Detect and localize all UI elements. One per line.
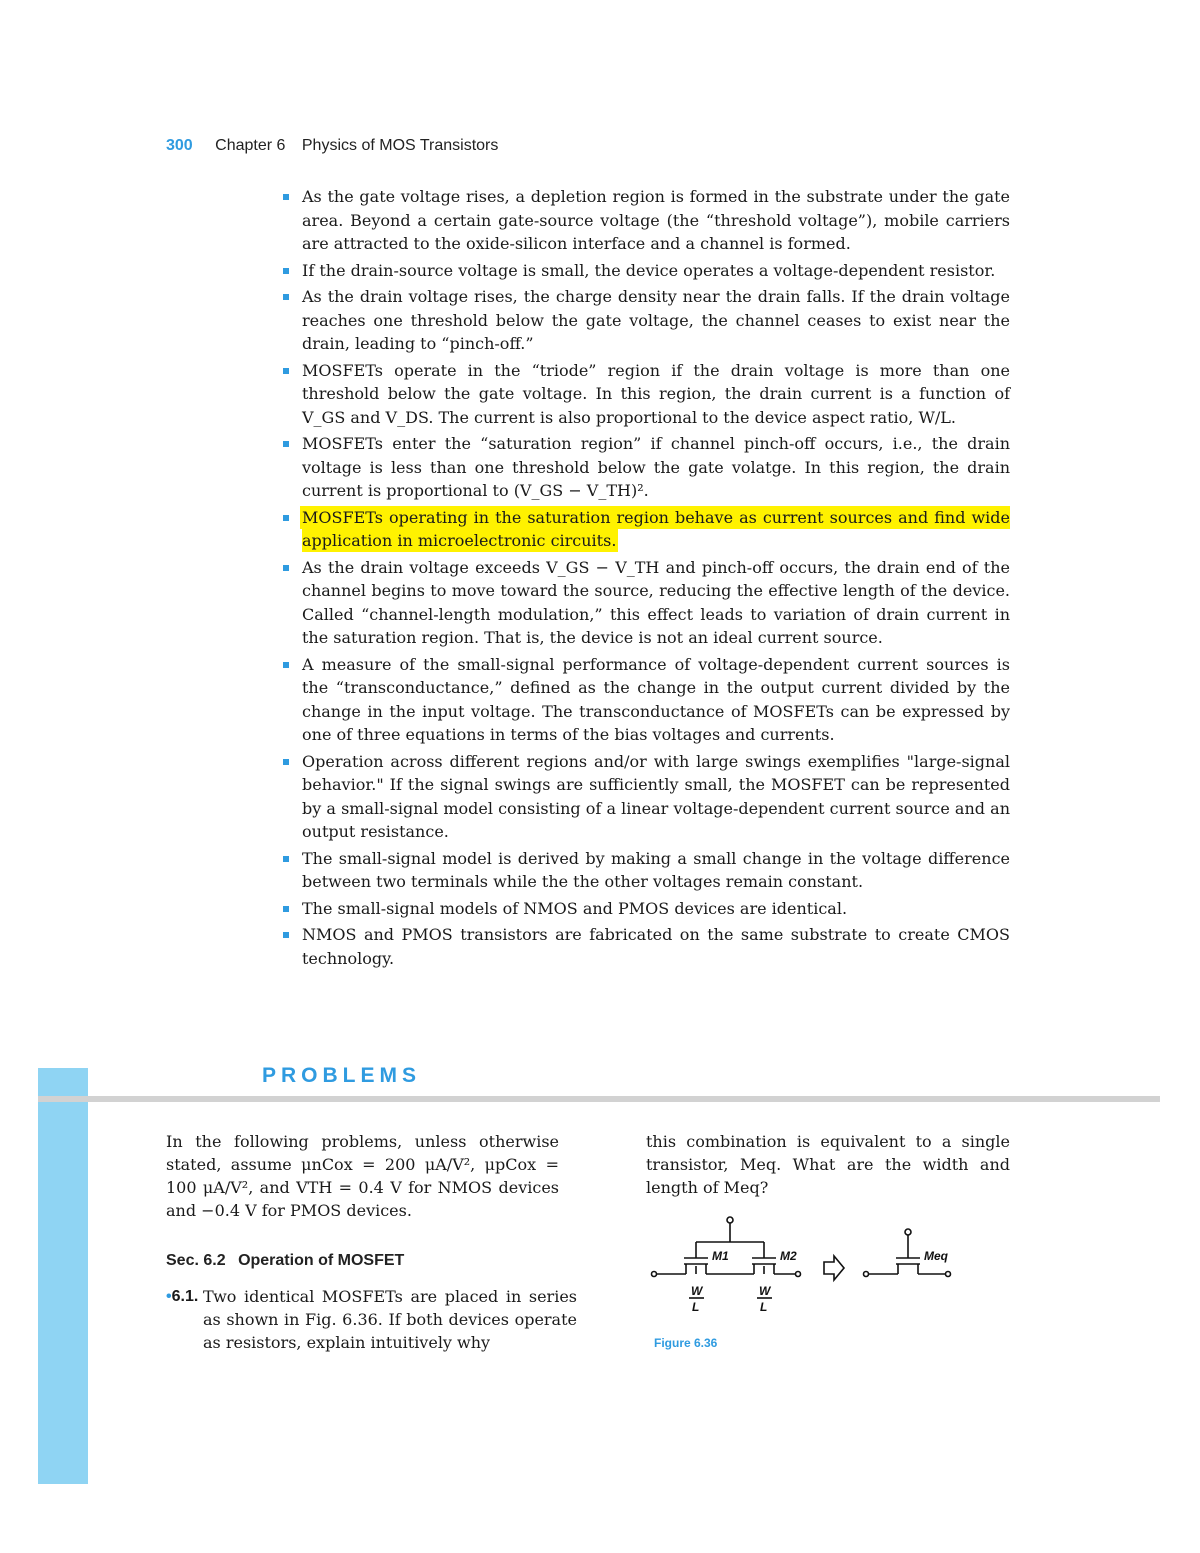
m2-label: M2 xyxy=(780,1249,797,1263)
bullet-text: MOSFETs operate in the “triode” region if the drain voltage is more than one threshold below the gate voltage. In this region, the drain current is a function of V_GS and V_DS. The current is also proportional to the device aspect ratio, W/L. xyxy=(302,360,1010,427)
m1-w-label: W xyxy=(691,1284,703,1298)
m2-w-label: W xyxy=(759,1284,771,1298)
section-number: Sec. 6.2 xyxy=(166,1252,226,1269)
bullet-text: The small-signal model is derived by making a small change in the voltage difference between two terminals while the the other voltages remain constant. xyxy=(302,848,1010,891)
problem-6-1 xyxy=(166,1284,577,1354)
chapter-label: Chapter 6 xyxy=(215,137,286,154)
problem-number: •6.1. xyxy=(166,1288,199,1305)
problems-intro: In the following problems, unless otherwise stated, assume μnCox = 200 μA/V², μpCox = 100 μA/V², and VTH = 0.4 V for NMOS devices and −0.4 V for PMOS devices. xyxy=(166,1132,559,1220)
bullet-text: NMOS and PMOS transistors are fabricated on the same substrate to create CMOS technology. xyxy=(302,925,1010,968)
highlighted-text[interactable]: MOSFETs operating in the saturation region behave as current sources and find wide application in microelectronic circuits. xyxy=(302,507,1010,550)
summary-bullet xyxy=(282,259,1010,283)
bullet-text: The small-signal models of NMOS and PMOS devices are identical. xyxy=(302,898,848,918)
bullet-marker-icon xyxy=(283,268,289,274)
summary-bullet-highlighted[interactable] xyxy=(282,506,1010,553)
bullet-text: As the drain voltage rises, the charge density near the drain falls. If the drain voltage reaches one threshold below the gate voltage, the channel ceases to exist near the drain, leading to “pinch-off.” xyxy=(302,287,1010,353)
problems-sidebar xyxy=(38,1068,88,1484)
meq-label: Meq xyxy=(924,1249,948,1263)
bullet-text: Operation across different regions and/or with large swings exemplifies "large-signal behavior." If the signal swings are sufficiently small, the MOSFET can be represented by a small-signal model consisting of a linear voltage-dependent current source and an output resistance. xyxy=(302,751,1010,841)
summary-bullet xyxy=(282,750,1010,844)
bullet-marker-icon xyxy=(283,368,289,374)
summary-list xyxy=(282,185,1010,973)
m1-l-label: L xyxy=(692,1300,700,1314)
bullet-marker-icon xyxy=(283,906,289,912)
summary-bullet xyxy=(282,653,1010,747)
bullet-text: If the drain-source voltage is small, the device operates a voltage-dependent resistor. xyxy=(302,260,996,280)
bullet-marker-icon xyxy=(283,515,289,521)
bullet-text: As the drain voltage exceeds V_GS − V_TH and pinch-off occurs, the drain end of the channel begins to move toward the source, reducing the effective length of the device. Called “channel-length modulation,” this effect leads to variation of drain current in the saturation region. That is, the device is not an ideal current source. xyxy=(302,557,1010,647)
summary-bullet xyxy=(282,432,1010,503)
bullet-marker-icon xyxy=(283,441,289,447)
problems-divider xyxy=(38,1096,1160,1102)
bullet-marker-icon xyxy=(283,294,289,300)
meq-input-terminal xyxy=(864,1272,869,1277)
bullet-text: MOSFETs enter the “saturation region” if channel pinch-off occurs, i.e., the drain voltage is less than one threshold below the gate volatge. In this region, the drain current is proportional to (V_GS − V_TH)². xyxy=(302,434,1010,500)
figure-6-36-diagram xyxy=(646,1212,976,1322)
problem-continuation: this combination is equivalent to a single transistor, Meq. What are the width and length of Meq? xyxy=(646,1132,1010,1197)
summary-bullet xyxy=(282,923,1010,970)
figure-caption: Figure 6.36 xyxy=(654,1336,718,1350)
bullet-marker-icon xyxy=(283,662,289,668)
bullet-text: A measure of the small-signal performance of voltage-dependent current sources is the “transconductance,” defined as the change in the output current divided by the change in the input voltage. The transconductance of MOSFETs can be expressed by one of three equations in terms of the bias voltages and currents. xyxy=(302,654,1010,744)
page-number: 300 xyxy=(166,137,193,154)
problems-title: PROBLEMS xyxy=(262,1064,422,1087)
problem-text: Two identical MOSFETs are placed in series as shown in Fig. 6.36. If both devices operate as resistors, explain intuitively why xyxy=(203,1287,577,1352)
section-title: Operation of MOSFET xyxy=(238,1252,405,1269)
meq-gate-terminal xyxy=(905,1229,911,1235)
bullet-marker-icon xyxy=(283,565,289,571)
summary-bullet xyxy=(282,847,1010,894)
meq-output-terminal xyxy=(946,1272,951,1277)
summary-bullet xyxy=(282,185,1010,256)
summary-bullet xyxy=(282,359,1010,430)
section-heading xyxy=(166,1252,404,1270)
m1-label: M1 xyxy=(712,1249,729,1263)
output-terminal xyxy=(796,1272,801,1277)
bullet-marker-icon xyxy=(283,856,289,862)
input-terminal xyxy=(652,1272,657,1277)
bullet-marker-icon xyxy=(283,194,289,200)
equivalence-arrow-icon xyxy=(824,1256,844,1280)
bullet-text: As the gate voltage rises, a depletion region is formed in the substrate under the gate area. Beyond a certain gate-source voltage (the “threshold voltage”), mobile carriers are attracted to the oxide-silicon interface and a channel is formed. xyxy=(302,187,1010,253)
chapter-title: Physics of MOS Transistors xyxy=(301,137,499,154)
bullet-marker-icon xyxy=(283,759,289,765)
summary-bullet xyxy=(282,556,1010,650)
summary-bullet xyxy=(282,897,1010,921)
gate-terminal xyxy=(727,1217,733,1223)
bullet-marker-icon xyxy=(283,932,289,938)
summary-bullet xyxy=(282,285,1010,356)
page-header xyxy=(166,137,498,155)
problem-dot-icon: • xyxy=(166,1288,172,1305)
m2-l-label: L xyxy=(760,1300,768,1314)
